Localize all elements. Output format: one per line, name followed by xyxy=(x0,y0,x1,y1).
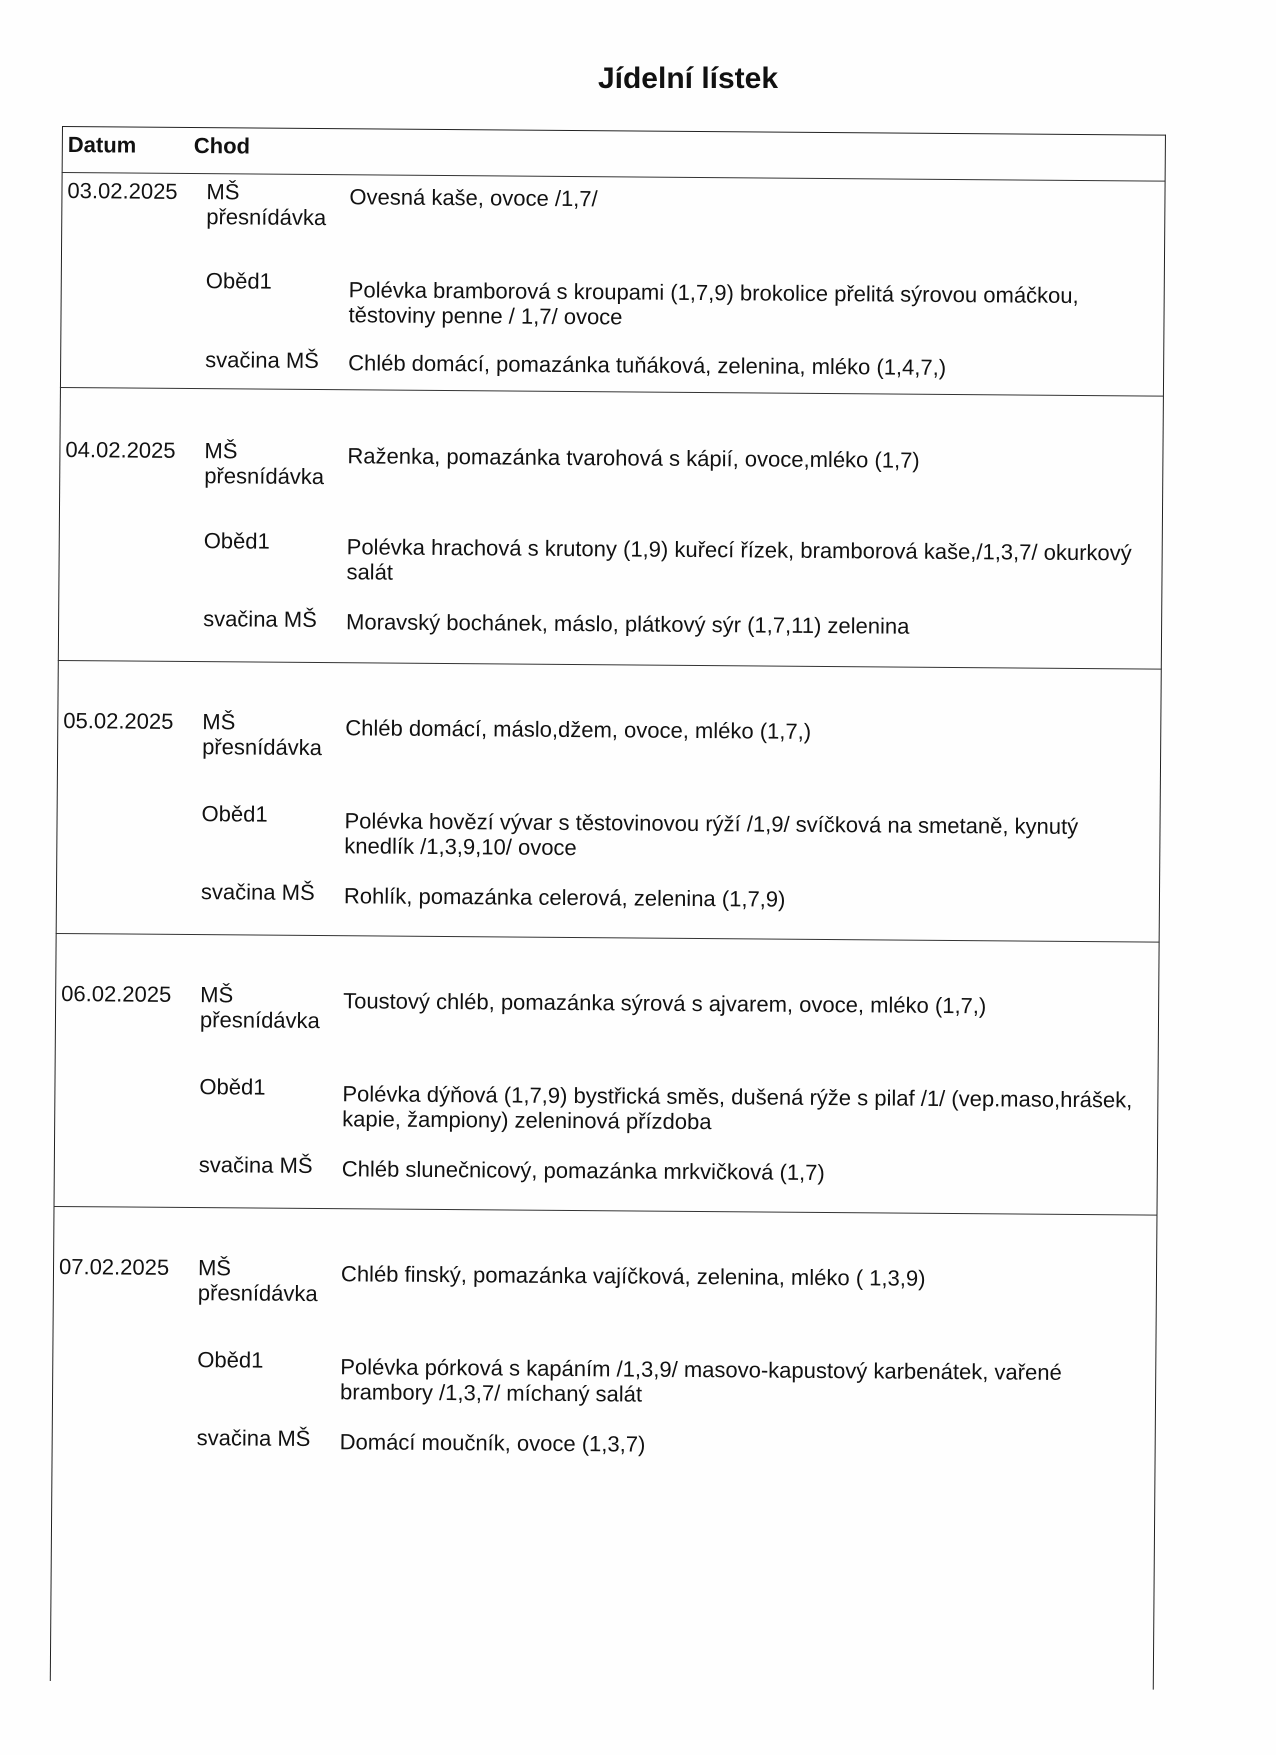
afternoon-label: svačina MŠ xyxy=(203,606,317,633)
afternoon-text: Rohlík, pomazánka celerová, zelenina (1,7,9) xyxy=(343,883,786,912)
lunch-label: Oběd1 xyxy=(205,268,272,294)
header-course: Chod xyxy=(193,133,251,159)
lunch-label: Oběd1 xyxy=(197,1347,264,1373)
afternoon-text: Domácí moučník, ovoce (1,3,7) xyxy=(339,1429,646,1457)
lunch-text: Polévka dýňová (1,7,9) bystřická směs, dušená rýže s pilaf /1/ (vep.maso,hrášek, kapie, žampiony) zeleninová přízdoba xyxy=(342,1081,1133,1135)
lunch-label: Oběd1 xyxy=(201,801,268,827)
snack-label: MŠ přesnídávka xyxy=(204,438,325,490)
day-date: 04.02.2025 xyxy=(65,437,176,463)
lunch-text: Polévka hovězí vývar s těstovinovou rýží /1,9/ svíčková na smetaně, kynutý knedlík /1,3,9,10/ ovoce xyxy=(344,808,1079,861)
afternoon-label: svačina MŠ xyxy=(196,1425,311,1451)
afternoon-text: Chléb domácí, pomazánka tuňáková, zelenina, mléko (1,4,7,) xyxy=(348,350,947,380)
day-row xyxy=(51,1206,1157,1515)
lunch-text: Polévka hrachová s krutony (1,9) kuřecí řízek, bramborová kaše,/1,3,7/ okurkový salát xyxy=(346,534,1132,585)
day-date: 06.02.2025 xyxy=(61,981,172,1007)
snack-text: Toustový chléb, pomazánka sýrová s ajvarem, ovoce, mléko (1,7,) xyxy=(343,988,987,1019)
afternoon-label: svačina MŠ xyxy=(198,1152,313,1178)
lunch-label: Oběd1 xyxy=(199,1074,266,1100)
snack-text: Chléb finský, pomazánka vajíčková, zelenina, mléko ( 1,3,9) xyxy=(340,1261,926,1291)
day-date: 03.02.2025 xyxy=(67,178,178,204)
lunch-label: Oběd1 xyxy=(203,528,270,554)
snack-label: MŠ přesnídávka xyxy=(206,179,327,231)
menu-table xyxy=(50,126,1166,1690)
snack-text: Ovesná kaše, ovoce /1,7/ xyxy=(349,184,598,212)
afternoon-text: Chléb slunečnicový, pomazánka mrkvičková (1,7) xyxy=(341,1156,825,1186)
day-row xyxy=(53,933,1159,1242)
page-title: Jídelní lístek xyxy=(597,62,779,95)
snack-text: Raženka, pomazánka tvarohová s kápií, ovoce,mléko (1,7) xyxy=(347,443,920,473)
day-row xyxy=(55,660,1161,969)
snack-label: MŠ přesnídávka xyxy=(202,709,323,761)
afternoon-label: svačina MŠ xyxy=(205,347,319,374)
snack-text: Chléb domácí, máslo,džem, ovoce, mléko (1,7,) xyxy=(345,715,812,744)
afternoon-label: svačina MŠ xyxy=(200,879,315,906)
day-row xyxy=(58,387,1164,696)
lunch-text: Polévka pórková s kapáním /1,3,9/ masovo-kapustový karbenátek, vařené brambory /1,3,7/ míchaný salát xyxy=(339,1354,1062,1407)
snack-label: MŠ přesnídávka xyxy=(199,982,320,1034)
lunch-text: Polévka bramborová s kroupami (1,7,9) brokolice přelitá sýrovou omáčkou, těstoviny penne / 1,7/ ovoce xyxy=(348,277,1079,330)
afternoon-text: Moravský bochánek, máslo, plátkový sýr (1,7,11) zelenina xyxy=(346,609,910,639)
snack-label: MŠ přesnídávka xyxy=(197,1255,318,1307)
day-date: 05.02.2025 xyxy=(63,708,174,734)
day-date: 07.02.2025 xyxy=(58,1254,170,1280)
header-date: Datum xyxy=(67,132,137,158)
